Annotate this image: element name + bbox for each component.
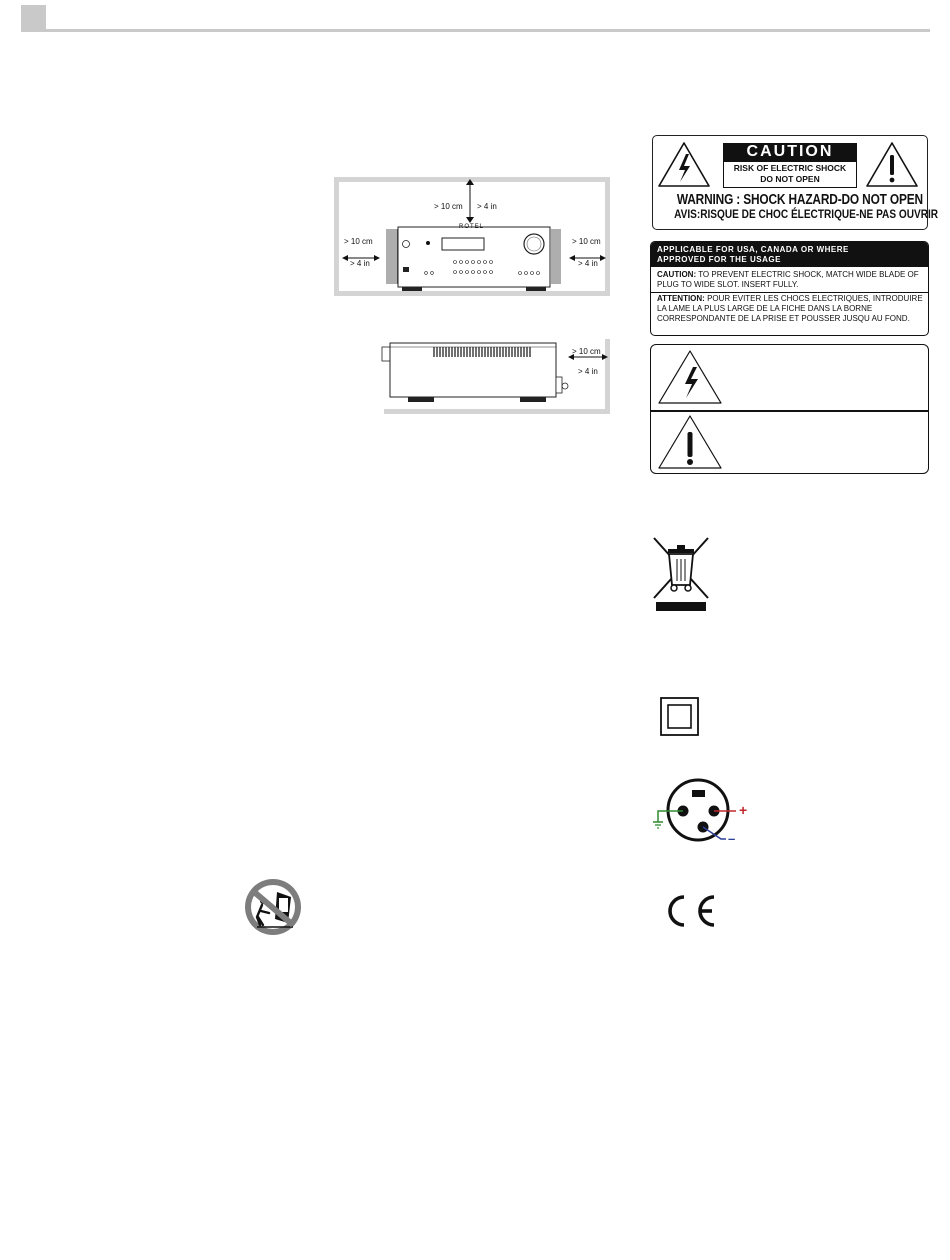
plug-warning-heading bbox=[651, 242, 928, 267]
caution-title: CAUTION bbox=[723, 143, 857, 161]
header-rule bbox=[21, 29, 930, 32]
front-left-metric: > 10 cm bbox=[344, 237, 373, 246]
caution-subtitle-line1: RISK OF ELECTRIC SHOCK bbox=[733, 163, 847, 173]
crossed-bin-icon bbox=[650, 535, 712, 613]
exclamation-triangle-icon bbox=[656, 413, 724, 471]
front-brand-logo: ROTEL bbox=[459, 224, 485, 230]
lightning-triangle-icon bbox=[656, 348, 724, 406]
double-insulation-icon bbox=[660, 697, 700, 737]
header-tab-square bbox=[21, 5, 46, 30]
front-right-imperial: > 4 in bbox=[578, 259, 598, 268]
plug-warning-divider bbox=[651, 292, 928, 293]
exclamation-triangle-icon bbox=[864, 140, 920, 190]
avis-line: AVIS:RISQUE DE CHOC ÉLECTRIQUE-NE PAS OUVRIR bbox=[674, 207, 939, 221]
plug-caution-body: TO PREVENT ELECTRIC SHOCK, MATCH WIDE BLADE OF PLUG TO WIDE SLOT. INSERT FULLY. bbox=[657, 270, 919, 289]
plug-attention-text bbox=[657, 294, 925, 324]
plug-attention-label: ATTENTION: bbox=[657, 294, 705, 303]
side-metric: > 10 cm bbox=[572, 347, 601, 356]
plug-caution-label: CAUTION: bbox=[657, 270, 697, 279]
xlr-minus-label: – bbox=[728, 831, 736, 846]
front-left-imperial: > 4 in bbox=[350, 259, 370, 268]
ce-mark-icon bbox=[660, 893, 722, 929]
lightning-triangle-icon bbox=[656, 140, 712, 190]
front-right-metric: > 10 cm bbox=[572, 237, 601, 246]
plug-attention-body: POUR EVITER LES CHOCS ELECTRIQUES, INTRODUIRE LA LAME LA PLUS LARGE DE LA FICHE DANS LA BORNE CORRESPONDANTE DE LA PRISE ET POUSSER JUSQU AU FOND. bbox=[657, 294, 923, 323]
symbol-box-divider bbox=[650, 410, 929, 412]
plug-warning-heading-line2: APPROVED FOR THE USAGE bbox=[657, 255, 781, 264]
xlr-plus-label: + bbox=[739, 802, 748, 818]
plug-warning-heading-line1: APPLICABLE FOR USA, CANADA OR WHERE bbox=[657, 245, 849, 254]
side-imperial: > 4 in bbox=[578, 367, 598, 376]
warning-line: WARNING : SHOCK HAZARD-DO NOT OPEN bbox=[676, 192, 923, 208]
front-top-imperial: > 4 in bbox=[477, 202, 497, 211]
caution-subtitle-line2: DO NOT OPEN bbox=[760, 174, 820, 184]
plug-warning-box bbox=[650, 241, 929, 336]
caution-subtitle bbox=[723, 161, 857, 188]
no-cart-tipover-icon bbox=[243, 877, 303, 937]
plug-caution-text bbox=[657, 270, 925, 290]
front-top-metric: > 10 cm bbox=[434, 202, 463, 211]
